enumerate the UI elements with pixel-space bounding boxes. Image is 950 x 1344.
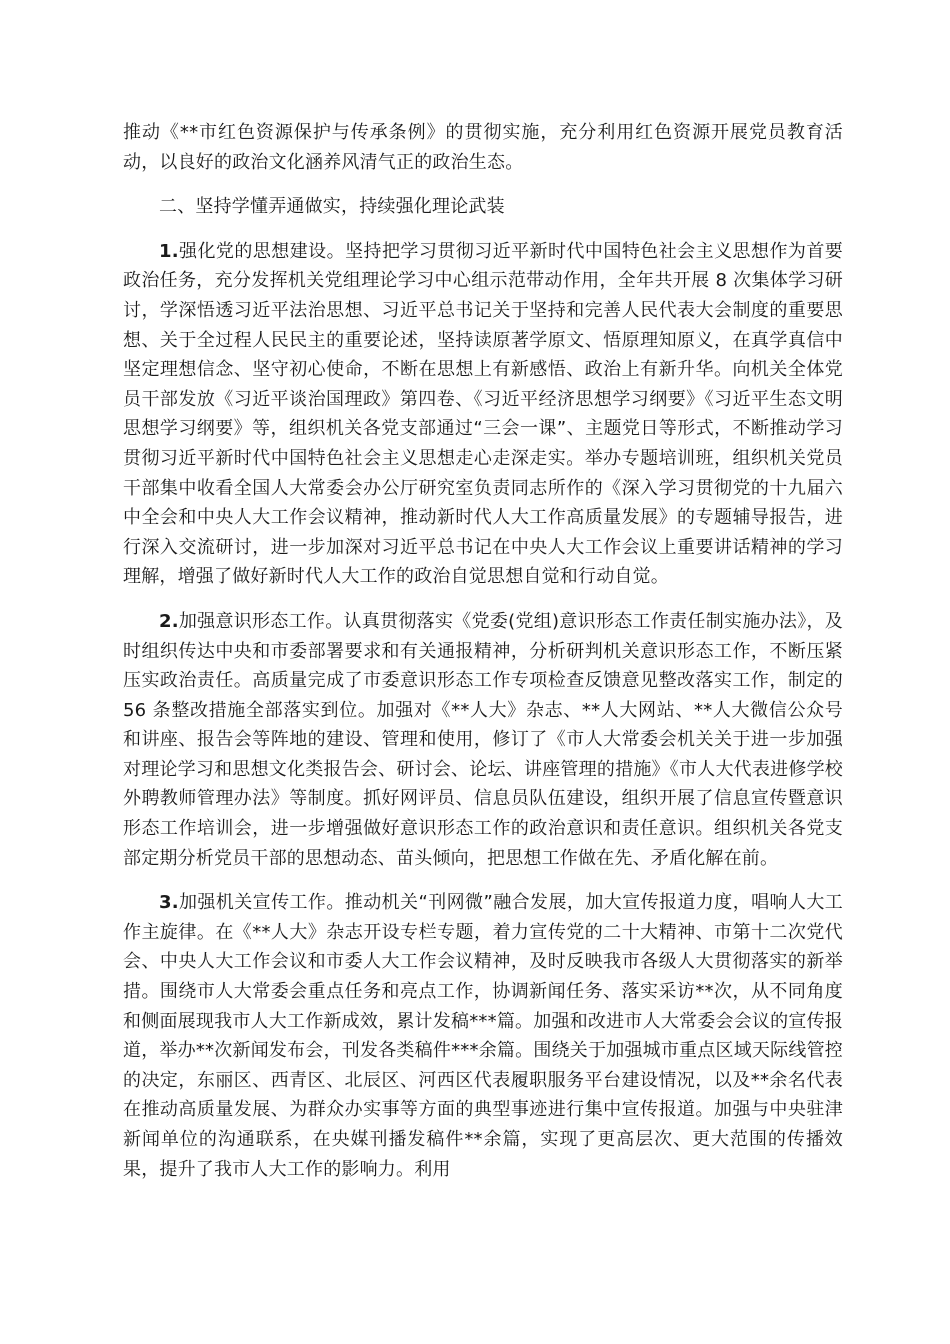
item-text: 加强意识形态工作。认真贯彻落实《党委(党组)意识形态工作责任制实施办法》，及时组织传达中央和市委部署要求和有关通报精神，分析研判机关意识形态工作，不断压紧压实政治责任。高质量完成了市委意识形态工作专项检查反馈意见整改落实工作，制定的 56 条整改措施全部落实到位。加强对《**人大》杂志、**人大网站、**人大微信公众号和讲座、报告会等阵地的建设、管理和使用，修订了《市人大常委会机关关于进一步加强对理论学习和思想文化类报告会、研讨会、论坛、讲座管理的措施》《市人大代表进修学校外聘教师管理办法》等制度。抓好网评员、信息员队伍建设，组织开展了信息宣传暨意识形态工作培训会，进一步增强做好意识形态工作的政治意识和责任意识。组织机关各党支部定期分析党员干部的思想动态、苗头倾向，把思想工作做在先、矛盾化解在前。 [123,610,843,869]
paragraph-intro: 推动《**市红色资源保护与传承条例》的贯彻实施，充分利用红色资源开展党员教育活动，以良好的政治文化涵养风清气正的政治生态。 [123,122,843,173]
document-page [123,118,843,1184]
item-text: 加强机关宣传工作。推动机关“刊网微”融合发展，加大宣传报道力度，唱响人大工作主旋律。在《**人大》杂志开设专栏专题，着力宣传党的二十大精神、市第十二次党代会、中央人大工作会议和市委人大工作会议精神，及时反映我市各级人大贯彻落实的新举措。围绕市人大常委会重点任务和亮点工作，协调新闻任务、落实采访**次，从不同角度和侧面展现我市人大工作新成效，累计发稿***篇。加强和改进市人大常委会会议的宣传报道，举办**次新闻发布会，刊发各类稿件***余篇。围绕关于加强城市重点区域天际线管控的决定，东丽区、西青区、北辰区、河西区代表履职服务平台建设情况，以及**余名代表在推动高质量发展、为群众办实事等方面的典型事迹进行集中宣传报道。加强与中央驻津新闻单位的沟通联系，在央媒刊播发稿件**余篇，实现了更高层次、更大范围的传播效果，提升了我市人大工作的影响力。利用 [123,892,843,1180]
item-number: 2. [159,610,179,632]
item-text: 强化党的思想建设。坚持把学习贯彻习近平新时代中国特色社会主义思想作为首要政治任务，充分发挥机关党组理论学习中心组示范带动作用，全年共开展 8 次集体学习研讨，学深悟透习近平法治思想、习近平总书记关于坚持和完善人民代表大会制度的重要思想、关于全过程人民民主的重要论述，坚持读原著学原文、悟原理知原义，在真学真信中坚定理想信念、坚守初心使命，不断在思想上有新感悟、政治上有新升华。向机关全体党员干部发放《习近平谈治国理政》第四卷、《习近平经济思想学习纲要》《习近平生态文明思想学习纲要》等，组织机关各党支部通过“三会一课”、主题党日等形式，不断推动学习贯彻习近平新时代中国特色社会主义思想走心走深走实。举办专题培训班，组织机关党员干部集中收看全国人大常委会办公厅研究室负责同志所作的《深入学习贯彻党的十九届六中全会和中央人大工作会议精神，推动新时代人大工作高质量发展》的专题辅导报告，进行深入交流研讨，进一步加深对习近平总书记在中央人大工作会议上重要讲话精神的学习理解，增强了做好新时代人大工作的政治自觉思想自觉和行动自觉。 [123,240,843,588]
paragraph-item-3 [123,888,843,1184]
item-number: 3. [159,892,179,914]
section-heading: 二、坚持学懂弄通做实，持续强化理论武装 [159,196,505,218]
paragraph-item-1 [123,237,843,592]
item-number: 1. [159,240,179,262]
paragraph-item-2 [123,607,843,873]
